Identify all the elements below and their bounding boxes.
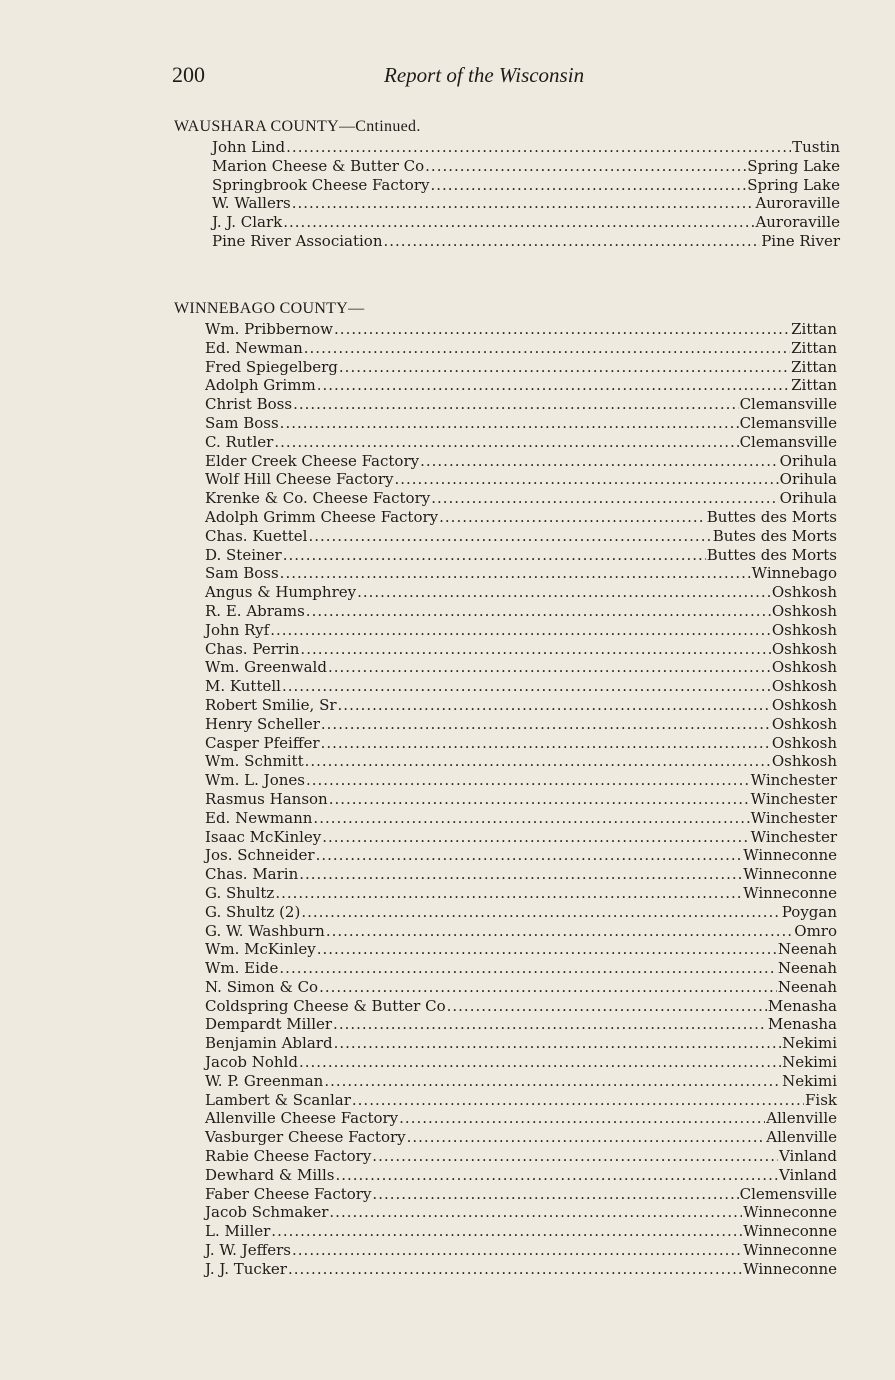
- list-item: [205, 414, 837, 433]
- list-item: [212, 176, 840, 195]
- dot-leader: [420, 452, 779, 470]
- entry-place: Orihula: [779, 489, 837, 508]
- dot-leader: [317, 376, 790, 394]
- entry-name: Jos. Schneider: [205, 846, 315, 865]
- list-item: [205, 752, 837, 771]
- dot-leader: [333, 1015, 767, 1033]
- entry-name: Christ Boss: [205, 395, 293, 414]
- entry-place: Nekimi: [782, 1071, 837, 1090]
- dot-leader: [299, 1053, 781, 1071]
- entry-name: Vasburger Cheese Factory: [205, 1128, 406, 1147]
- entry-name: Marion Cheese & Butter Co: [212, 156, 425, 175]
- section-heading-winnebago: WINNEBAGO COUNTY—: [174, 300, 365, 317]
- dot-leader: [335, 1166, 778, 1184]
- dot-leader: [275, 884, 742, 902]
- dot-leader: [352, 1091, 804, 1109]
- entry-name: Dewhard & Mills: [205, 1165, 335, 1184]
- list-item: [205, 320, 837, 339]
- entry-place: Menasha: [767, 996, 837, 1015]
- entry-place: Nekimi: [782, 1053, 837, 1072]
- entry-name: J. J. Clark: [212, 213, 283, 232]
- entry-name: Wm. Greenwald: [205, 658, 327, 677]
- list-item: [205, 1222, 837, 1241]
- entry-place: Vinland: [778, 1165, 837, 1184]
- entry-place: Menasha: [767, 1015, 837, 1034]
- list-item: [205, 1015, 837, 1034]
- entry-place: Winneconne: [743, 1259, 837, 1278]
- dot-leader: [372, 1185, 738, 1203]
- list-item: [205, 978, 837, 997]
- entry-place: Oshkosh: [771, 620, 837, 639]
- dot-leader: [313, 809, 749, 827]
- dot-leader: [288, 1260, 742, 1278]
- entry-name: Faber Cheese Factory: [205, 1184, 372, 1203]
- dot-leader: [279, 959, 776, 977]
- entry-place: Auroraville: [755, 213, 840, 232]
- entry-place: Winneconne: [743, 865, 837, 884]
- section-heading-waushara: WAUSHARA COUNTY—Cntinued.: [174, 118, 421, 135]
- entry-place: Buttes des Morts: [706, 507, 837, 526]
- dot-leader: [334, 1034, 782, 1052]
- list-item: [205, 1091, 837, 1110]
- dot-leader: [328, 658, 771, 676]
- list-item: [205, 395, 837, 414]
- entry-place: Winneconne: [743, 883, 837, 902]
- entry-place: Winchester: [750, 771, 837, 790]
- list-item: [205, 1109, 837, 1128]
- entry-place: Oshkosh: [771, 658, 837, 677]
- entry-place: Tustin: [792, 138, 840, 156]
- entry-name: Casper Pfeiffer: [205, 733, 320, 752]
- entry-place: Winneconne: [743, 1241, 837, 1260]
- entry-name: Chas. Perrin: [205, 639, 300, 658]
- entry-place: Oshkosh: [771, 639, 837, 658]
- dot-leader: [324, 1072, 781, 1090]
- entry-place: Neenah: [777, 977, 837, 996]
- list-item: [205, 621, 837, 640]
- entry-name: G. Shultz (2): [205, 902, 301, 921]
- entry-name: J. W. Jeffers: [205, 1241, 292, 1260]
- list-item: [205, 903, 837, 922]
- dot-leader: [399, 1109, 765, 1127]
- entry-name: Adolph Grimm Cheese Factory: [205, 507, 439, 526]
- dot-leader: [384, 232, 761, 250]
- list-item: [205, 1203, 837, 1222]
- dot-leader: [394, 470, 778, 488]
- list-item: [212, 213, 840, 232]
- entry-name: Lambert & Scanlar: [205, 1090, 351, 1109]
- entry-name: Sam Boss: [205, 413, 279, 432]
- list-item: [205, 452, 837, 471]
- dot-leader: [430, 176, 746, 194]
- dot-leader: [271, 1222, 742, 1240]
- dot-leader: [299, 865, 742, 883]
- dot-leader: [425, 157, 746, 175]
- list-item: [205, 959, 837, 978]
- dot-leader: [293, 395, 739, 413]
- dot-leader: [322, 828, 749, 846]
- page-number: 200: [172, 62, 205, 87]
- list-item: [205, 922, 837, 941]
- entry-name: Wm. McKinley: [205, 940, 316, 959]
- entry-place: Spring Lake: [747, 156, 840, 175]
- entry-place: Auroraville: [755, 194, 840, 213]
- dot-leader: [321, 715, 771, 733]
- entry-place: Zittan: [791, 338, 837, 357]
- entry-name: Krenke & Co. Cheese Factory: [205, 489, 431, 508]
- list-item: [205, 997, 837, 1016]
- dot-leader: [274, 433, 738, 451]
- dot-leader: [321, 734, 771, 752]
- dot-leader: [292, 194, 755, 212]
- entry-name: Adolph Grimm: [205, 376, 316, 395]
- list-item: [205, 640, 837, 659]
- entry-name: Wm. Schmitt: [205, 752, 304, 771]
- entry-place: Neenah: [777, 940, 837, 959]
- entry-place: Orihula: [779, 451, 837, 470]
- entry-name: Chas. Marin: [205, 865, 299, 884]
- list-item: [205, 376, 837, 395]
- list-item: [205, 1260, 837, 1279]
- dot-leader: [270, 621, 771, 639]
- dot-leader: [304, 339, 790, 357]
- entry-place: Winneconne: [743, 1222, 837, 1241]
- list-item: [205, 940, 837, 959]
- entry-name: Jacob Nohld: [205, 1053, 298, 1072]
- entry-name: J. J. Tucker: [205, 1259, 287, 1278]
- entry-name: John Ryf: [205, 620, 270, 639]
- dot-leader: [329, 790, 750, 808]
- list-item: [205, 1053, 837, 1072]
- list-item: [212, 232, 840, 251]
- dot-leader: [306, 771, 750, 789]
- entry-name: N. Simon & Co: [205, 977, 319, 996]
- dot-leader: [280, 564, 751, 582]
- entry-name: Fred Spiegelberg: [205, 357, 338, 376]
- entry-place: Oshkosh: [771, 677, 837, 696]
- entry-place: Allenville: [766, 1128, 837, 1147]
- entry-name: L. Miller: [205, 1222, 271, 1241]
- list-item: [205, 433, 837, 452]
- entry-place: Zittan: [791, 357, 837, 376]
- entry-name: W. P. Greenman: [205, 1071, 324, 1090]
- dot-leader: [407, 1128, 766, 1146]
- entry-place: Nekimi: [782, 1034, 837, 1053]
- entry-name: Springbrook Cheese Factory: [212, 175, 430, 194]
- dot-leader: [300, 640, 770, 658]
- entry-place: Winchester: [750, 789, 837, 808]
- entry-name: Sam Boss: [205, 564, 279, 583]
- dot-leader: [334, 320, 790, 338]
- entry-place: Buttes des Morts: [706, 545, 837, 564]
- entry-place: Oshkosh: [771, 752, 837, 771]
- list-item: [205, 1034, 837, 1053]
- entry-name: C. Rutler: [205, 432, 274, 451]
- entry-place: Clemansville: [739, 432, 837, 451]
- list-item: [205, 489, 837, 508]
- list-item: [205, 602, 837, 621]
- entry-name: D. Steiner: [205, 545, 282, 564]
- entry-name: Chas. Kuettel: [205, 526, 308, 545]
- running-title: Report of the Wisconsin: [384, 63, 585, 87]
- entry-place: Winneconne: [743, 1203, 837, 1222]
- list-item: [205, 1072, 837, 1091]
- list-item: [205, 771, 837, 790]
- entry-name: Rabie Cheese Factory: [205, 1147, 372, 1166]
- entry-name: Angus & Humphrey: [205, 583, 357, 602]
- list-item: [205, 658, 837, 677]
- entry-place: Clemansville: [739, 413, 837, 432]
- entry-place: Butes des Morts: [712, 526, 837, 545]
- entry-place: Clemensville: [739, 1184, 837, 1203]
- entry-name: M. Kuttell: [205, 677, 281, 696]
- dot-leader: [339, 358, 790, 376]
- entry-name: Jacob Schmaker: [205, 1203, 329, 1222]
- list-item: [205, 677, 837, 696]
- dot-leader: [319, 978, 777, 996]
- entry-place: Orihula: [779, 470, 837, 489]
- dot-leader: [329, 1203, 742, 1221]
- entry-name: Isaac McKinley: [205, 827, 322, 846]
- dot-leader: [308, 527, 711, 545]
- dot-leader: [305, 752, 771, 770]
- entry-place: Allenville: [766, 1109, 837, 1128]
- entry-place: Winnebago: [751, 564, 837, 583]
- entry-name: Robert Smilie, Sr: [205, 695, 337, 714]
- dot-leader: [357, 583, 771, 601]
- dot-leader: [439, 508, 706, 526]
- list-item: [205, 1128, 837, 1147]
- entry-list-winnebago: [205, 320, 837, 1279]
- list-item: [205, 508, 837, 527]
- list-item: [205, 1166, 837, 1185]
- list-item: [205, 1185, 837, 1204]
- dot-leader: [283, 546, 706, 564]
- list-item: [205, 358, 837, 377]
- dot-leader: [282, 677, 771, 695]
- list-item: [212, 194, 840, 213]
- list-item: [205, 884, 837, 903]
- entry-place: Clemansville: [739, 395, 837, 414]
- entry-name: R. E. Abrams: [205, 601, 305, 620]
- entry-name: Ed. Newmann: [205, 808, 313, 827]
- entry-place: Spring Lake: [747, 175, 840, 194]
- dot-leader: [338, 696, 771, 714]
- entry-name: G. W. Washburn: [205, 921, 325, 940]
- dot-leader: [306, 602, 771, 620]
- entry-place: Winchester: [750, 808, 837, 827]
- entry-name: W. Wallers: [212, 194, 291, 213]
- entry-place: Oshkosh: [771, 733, 837, 752]
- list-item: [205, 865, 837, 884]
- entry-name: G. Shultz: [205, 883, 275, 902]
- entry-place: Oshkosh: [771, 601, 837, 620]
- entry-place: Poygan: [781, 902, 837, 921]
- entry-place: Pine River: [761, 231, 840, 250]
- entry-place: Oshkosh: [771, 695, 837, 714]
- list-item: [205, 715, 837, 734]
- dot-leader: [316, 846, 743, 864]
- entry-list-waushara: [212, 138, 840, 251]
- dot-leader: [283, 213, 754, 231]
- list-item: [212, 157, 840, 176]
- entry-name: Ed. Newman: [205, 338, 303, 357]
- list-item: [205, 564, 837, 583]
- entry-place: Zittan: [791, 376, 837, 395]
- entry-name: Pine River Association: [212, 231, 383, 250]
- dot-leader: [292, 1241, 742, 1259]
- dot-leader: [372, 1147, 778, 1165]
- entry-name: Wm. L. Jones: [205, 771, 305, 790]
- list-item: [205, 696, 837, 715]
- entry-name: Wm. Eide: [205, 959, 279, 978]
- dot-leader: [286, 138, 791, 156]
- entry-place: Vinland: [778, 1147, 837, 1166]
- entry-name: Wm. Pribbernow: [205, 320, 334, 338]
- entry-name: Dempardt Miller: [205, 1015, 333, 1034]
- list-item: [205, 339, 837, 358]
- entry-name: Allenville Cheese Factory: [205, 1109, 399, 1128]
- dot-leader: [431, 489, 778, 507]
- list-item: [212, 138, 840, 157]
- entry-place: Winchester: [750, 827, 837, 846]
- dot-leader: [280, 414, 739, 432]
- entry-place: Omro: [794, 921, 837, 940]
- entry-place: Oshkosh: [771, 583, 837, 602]
- entry-place: Neenah: [777, 959, 837, 978]
- list-item: [205, 734, 837, 753]
- list-item: [205, 527, 837, 546]
- entry-place: Winneconne: [743, 846, 837, 865]
- entry-name: Wolf Hill Cheese Factory: [205, 470, 394, 489]
- dot-leader: [317, 940, 777, 958]
- entry-name: Rasmus Hanson: [205, 789, 328, 808]
- dot-leader: [326, 922, 793, 940]
- list-item: [205, 828, 837, 847]
- list-item: [205, 470, 837, 489]
- list-item: [205, 790, 837, 809]
- list-item: [205, 546, 837, 565]
- entry-name: Henry Scheller: [205, 714, 320, 733]
- list-item: [205, 1241, 837, 1260]
- entry-place: Zittan: [791, 320, 837, 338]
- list-item: [205, 809, 837, 828]
- list-item: [205, 1147, 837, 1166]
- dot-leader: [447, 997, 767, 1015]
- list-item: [205, 583, 837, 602]
- entry-place: Fisk: [805, 1090, 837, 1109]
- entry-name: John Lind: [212, 138, 286, 156]
- entry-name: Elder Creek Cheese Factory: [205, 451, 420, 470]
- entry-place: Oshkosh: [771, 714, 837, 733]
- entry-name: Coldspring Cheese & Butter Co: [205, 996, 446, 1015]
- entry-name: Benjamin Ablard: [205, 1034, 333, 1053]
- list-item: [205, 846, 837, 865]
- dot-leader: [301, 903, 780, 921]
